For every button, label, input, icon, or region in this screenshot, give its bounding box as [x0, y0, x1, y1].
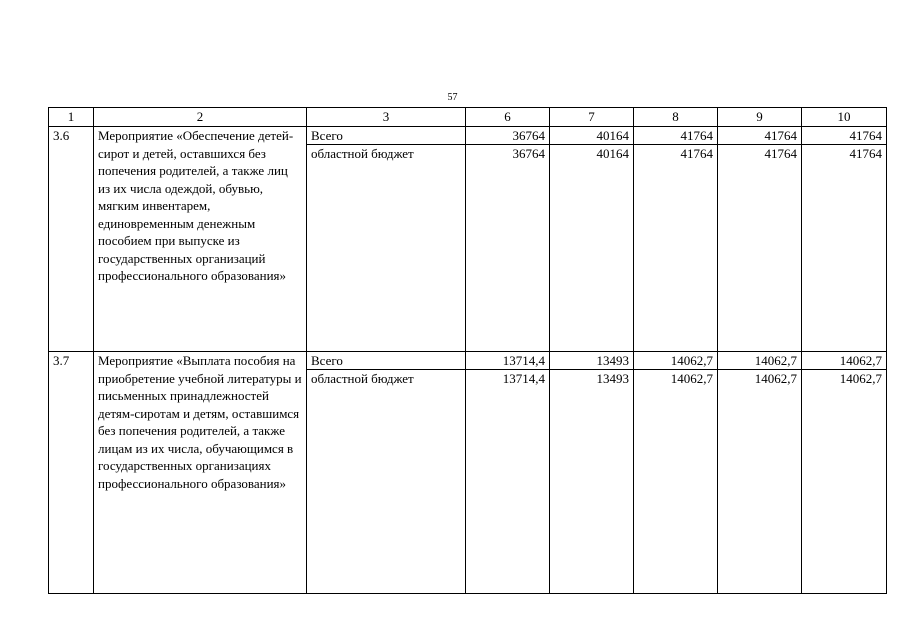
column-header: 7 — [550, 108, 634, 127]
value-cell: 41764 — [802, 127, 887, 145]
value-cell: 40164 — [550, 145, 634, 352]
value-cell: 41764 — [718, 145, 802, 352]
value-cell: 13493 — [550, 370, 634, 594]
value-cell: 41764 — [718, 127, 802, 145]
page-number: 57 — [447, 92, 458, 103]
value-cell: 36764 — [466, 145, 550, 352]
value-cell: 36764 — [466, 127, 550, 145]
column-header: 1 — [49, 108, 94, 127]
column-header: 9 — [718, 108, 802, 127]
table-row — [49, 127, 887, 145]
column-header: 10 — [802, 108, 887, 127]
value-cell: 13493 — [550, 352, 634, 370]
funding-source: областной бюджет — [307, 370, 466, 594]
row-code: 3.7 — [49, 352, 94, 594]
value-cell: 13714,4 — [466, 352, 550, 370]
value-cell: 14062,7 — [718, 370, 802, 594]
value-cell: 14062,7 — [802, 370, 887, 594]
value-cell: 14062,7 — [634, 370, 718, 594]
header-row — [49, 108, 887, 127]
value-cell: 14062,7 — [718, 352, 802, 370]
column-header: 8 — [634, 108, 718, 127]
value-cell: 13714,4 — [466, 370, 550, 594]
row-description: Мероприятие «Обеспечение детей-сирот и детей, оставшихся без попечения родителей, а также лиц из их числа одеждой, обувью, мягким инвентарем, единовременным денежным пособием при выпуске из государственных организаций профессионального образования» — [94, 127, 307, 352]
funding-source: областной бюджет — [307, 145, 466, 352]
row-code: 3.6 — [49, 127, 94, 352]
value-cell: 41764 — [634, 145, 718, 352]
budget-table — [48, 107, 887, 594]
row-description: Мероприятие «Выплата пособия на приобретение учебной литературы и письменных принадлежностей детям-сиротам и детям, оставшимся без попечения родителей, а также лицам из их числа, обучающимся в государственных организациях профессионального образования» — [94, 352, 307, 594]
value-cell: 40164 — [550, 127, 634, 145]
value-cell: 14062,7 — [802, 352, 887, 370]
column-header: 6 — [466, 108, 550, 127]
funding-source: Всего — [307, 127, 466, 145]
value-cell: 41764 — [634, 127, 718, 145]
funding-source: Всего — [307, 352, 466, 370]
value-cell: 41764 — [802, 145, 887, 352]
column-header: 3 — [307, 108, 466, 127]
value-cell: 14062,7 — [634, 352, 718, 370]
table-row — [49, 352, 887, 370]
column-header: 2 — [94, 108, 307, 127]
